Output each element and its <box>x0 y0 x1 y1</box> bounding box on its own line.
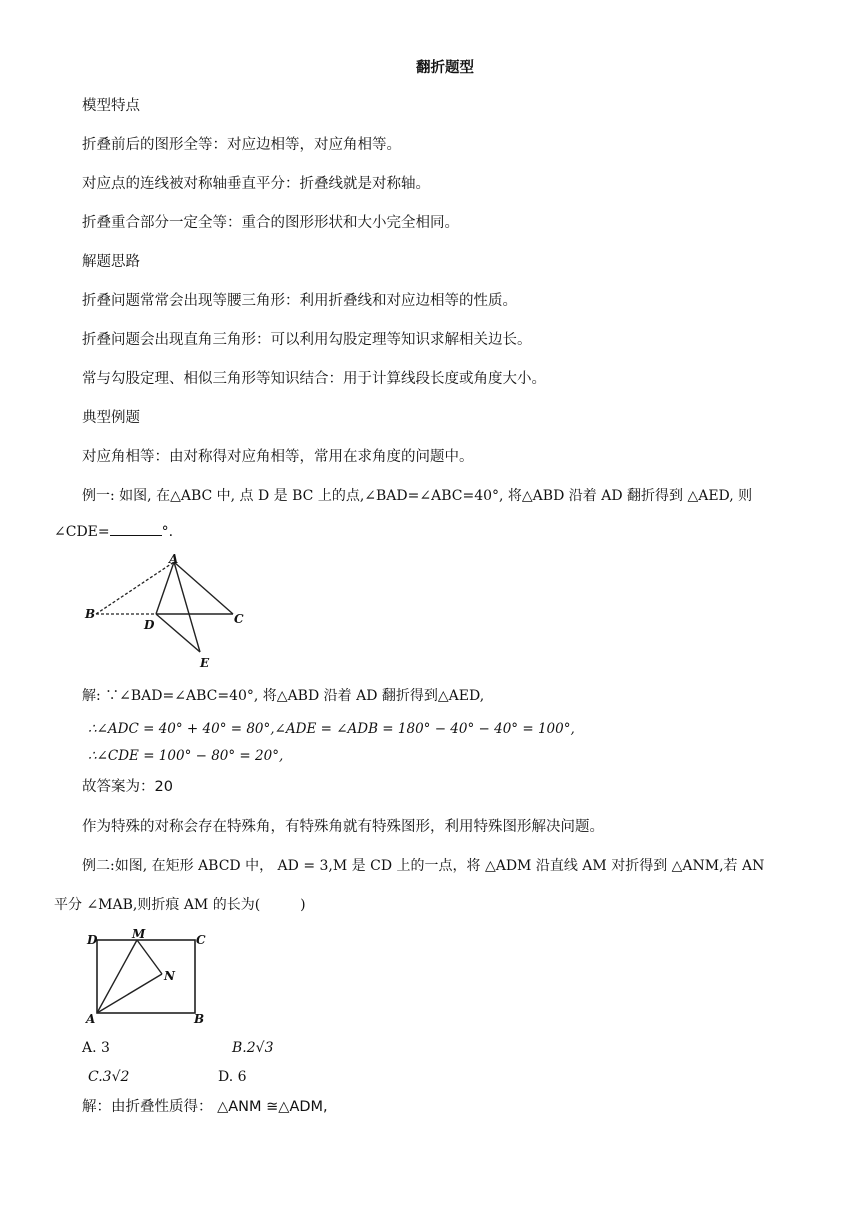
model-point: 折叠前后的图形全等：对应边相等，对应角相等。 <box>82 137 401 153</box>
label-d: D <box>144 618 155 632</box>
example1-solution-3: ∴∠CDE = 100° − 80° = 20°, <box>88 748 284 764</box>
label-c: C <box>196 933 206 947</box>
example1-solution-1: 解: ∵∠BAD=∠ABC=40°, 将△ABD 沿着 AD 翻折得到△AED, <box>82 688 485 704</box>
example1-question: 例一: 如图, 在△ABC 中, 点 D 是 BC 上的点,∠BAD=∠ABC=40°, 将△ABD 沿着 AD 翻折得到 △AED, 则 <box>82 488 753 504</box>
approach-point: 常与勾股定理、相似三角形等知识结合：用于计算线段长度或角度大小。 <box>82 371 546 387</box>
page-title: 翻折题型 <box>416 60 474 76</box>
segment-mn <box>137 940 162 974</box>
segment-ae <box>174 562 200 652</box>
answer-blank <box>110 521 162 536</box>
example2-question-text: 平分 ∠MAB,则折痕 AM 的长为( <box>54 897 261 913</box>
example1-answer: 故答案为：20 <box>82 779 173 795</box>
approach-point: 折叠问题常常会出现等腰三角形：利用折叠线和对应边相等的性质。 <box>82 293 517 309</box>
label-a: A <box>169 552 179 566</box>
example2-solution-1: 解：由折叠性质得： △ANM ≅△ADM, <box>82 1099 328 1115</box>
model-point: 对应点的连线被对称轴垂直平分：折叠线就是对称轴。 <box>82 176 430 192</box>
label-n: N <box>164 969 175 983</box>
option-d: D. 6 <box>218 1069 247 1085</box>
label-c: C <box>234 612 244 626</box>
label-d: D <box>87 933 98 947</box>
topic-special-angles: 作为特殊的对称会存在特殊角，有特殊角就有特殊图形，利用特殊图形解决问题。 <box>82 819 604 835</box>
segment-am <box>97 940 137 1013</box>
example2-figure <box>78 928 218 1028</box>
example2-question: 例二:如图, 在矩形 ABCD 中， AD = 3,M 是 CD 上的一点，将 △ADM 沿直线 AM 对折得到 △ANM,若 AN <box>82 858 765 874</box>
section-heading-approach: 解题思路 <box>82 254 140 270</box>
example1-degree: °. <box>161 524 174 540</box>
segment-ab <box>96 562 174 614</box>
label-a: A <box>86 1012 96 1026</box>
example1-angle-cde: ∠CDE= <box>54 524 110 540</box>
option-c: C.3√2 <box>88 1069 130 1085</box>
segment-de <box>156 614 200 652</box>
segment-ac <box>174 562 233 614</box>
option-a: A. 3 <box>82 1040 110 1056</box>
segment-ad <box>156 562 174 614</box>
topic-corresponding-angles: 对应角相等：由对称得对应角相等，常用在求角度的问题中。 <box>82 449 474 465</box>
section-heading-model: 模型特点 <box>82 98 140 114</box>
rectangle-abcd <box>97 940 195 1013</box>
approach-point: 折叠问题会出现直角三角形：可以利用勾股定理等知识求解相关边长。 <box>82 332 532 348</box>
section-heading-examples: 典型例题 <box>82 410 140 426</box>
label-b: B <box>85 607 96 621</box>
label-m: M <box>132 928 146 941</box>
option-b: B.2√3 <box>232 1040 274 1056</box>
segment-an <box>97 974 162 1013</box>
example1-figure <box>78 552 258 674</box>
model-point: 折叠重合部分一定全等：重合的图形形状和大小完全相同。 <box>82 215 459 231</box>
label-b: B <box>194 1012 205 1026</box>
example1-question-cont <box>54 521 173 542</box>
example2-close-paren: ) <box>300 897 306 913</box>
example2-question-cont <box>54 895 306 915</box>
example1-solution-2: ∴∠ADC = 40° + 40° = 80°,∠ADE = ∠ADB = 180° − 40° − 40° = 100°, <box>88 721 575 737</box>
label-e: E <box>200 656 210 670</box>
